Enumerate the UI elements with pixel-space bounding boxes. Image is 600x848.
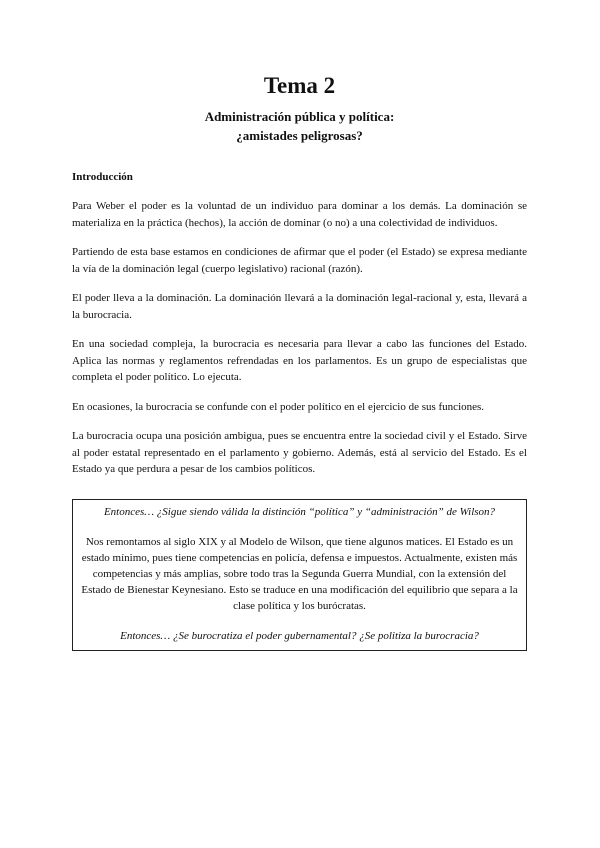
page-title: Tema 2 <box>263 73 336 98</box>
callout-body: Nos remontamos al siglo XIX y al Modelo de Wilson, que tiene algunos matices. El Estado es un estado mínimo, pues tiene competencias en policía, defensa e impuestos. Actualmente, existen más competencias y más amplias, sobre todo tras la Segunda Guerra Mundial, con la extensión del Estado de Bienestar Keynesiano. Esto se traduce en una modificación del equilibrio que separa a la clase política y los burócratas. <box>81 535 518 612</box>
paragraph-4: En una sociedad compleja, la burocracia es necesaria para llevar a cabo las funciones del Estado. Aplica las normas y reglamentos refrendadas en los parlamentos. Es un grupo de especialistas que completa el poder político. Lo ejecuta. <box>72 338 527 383</box>
callout-box <box>72 499 527 651</box>
paragraph-6: La burocracia ocupa una posición ambigua, pues se encuentra entre la sociedad civil y el Estado. Sirve al poder estatal representado en el parlamento y gobierno. Además, está al servicio del Estado. Es el Estado ya que perdura a pesar de los cambios políticos. <box>72 430 527 475</box>
paragraph-1: Para Weber el poder es la voluntad de un individuo para dominar a los demás. La dominación se materializa en la práctica (hechos), la acción de dominar (o no) a una colectividad de individuos. <box>72 200 527 229</box>
document-page <box>72 72 527 651</box>
paragraph-3: El poder lleva a la dominación. La dominación llevará a la dominación legal-racional y, esta, llevará a la burocracia. <box>72 292 527 321</box>
subtitle-line-2: ¿amistades peligrosas? <box>236 128 363 143</box>
section-heading-introduccion: Introducción <box>72 171 133 183</box>
callout-question-1: Entonces… ¿Sigue siendo válida la distinción “política” y “administración” de Wilson? <box>103 505 496 518</box>
callout-question-2: Entonces… ¿Se burocratiza el poder gubernamental? ¿Se politiza la burocracia? <box>120 629 479 642</box>
paragraph-2: Partiendo de esta base estamos en condiciones de afirmar que el poder (el Estado) se expresa mediante la vía de la dominación legal (cuerpo legislativo) racional (razón). <box>72 246 527 275</box>
subtitle-line-1: Administración pública y política: <box>204 109 395 124</box>
page-subtitle <box>72 107 527 145</box>
paragraph-5: En ocasiones, la burocracia se confunde con el poder político en el ejercicio de sus funciones. <box>72 400 485 413</box>
